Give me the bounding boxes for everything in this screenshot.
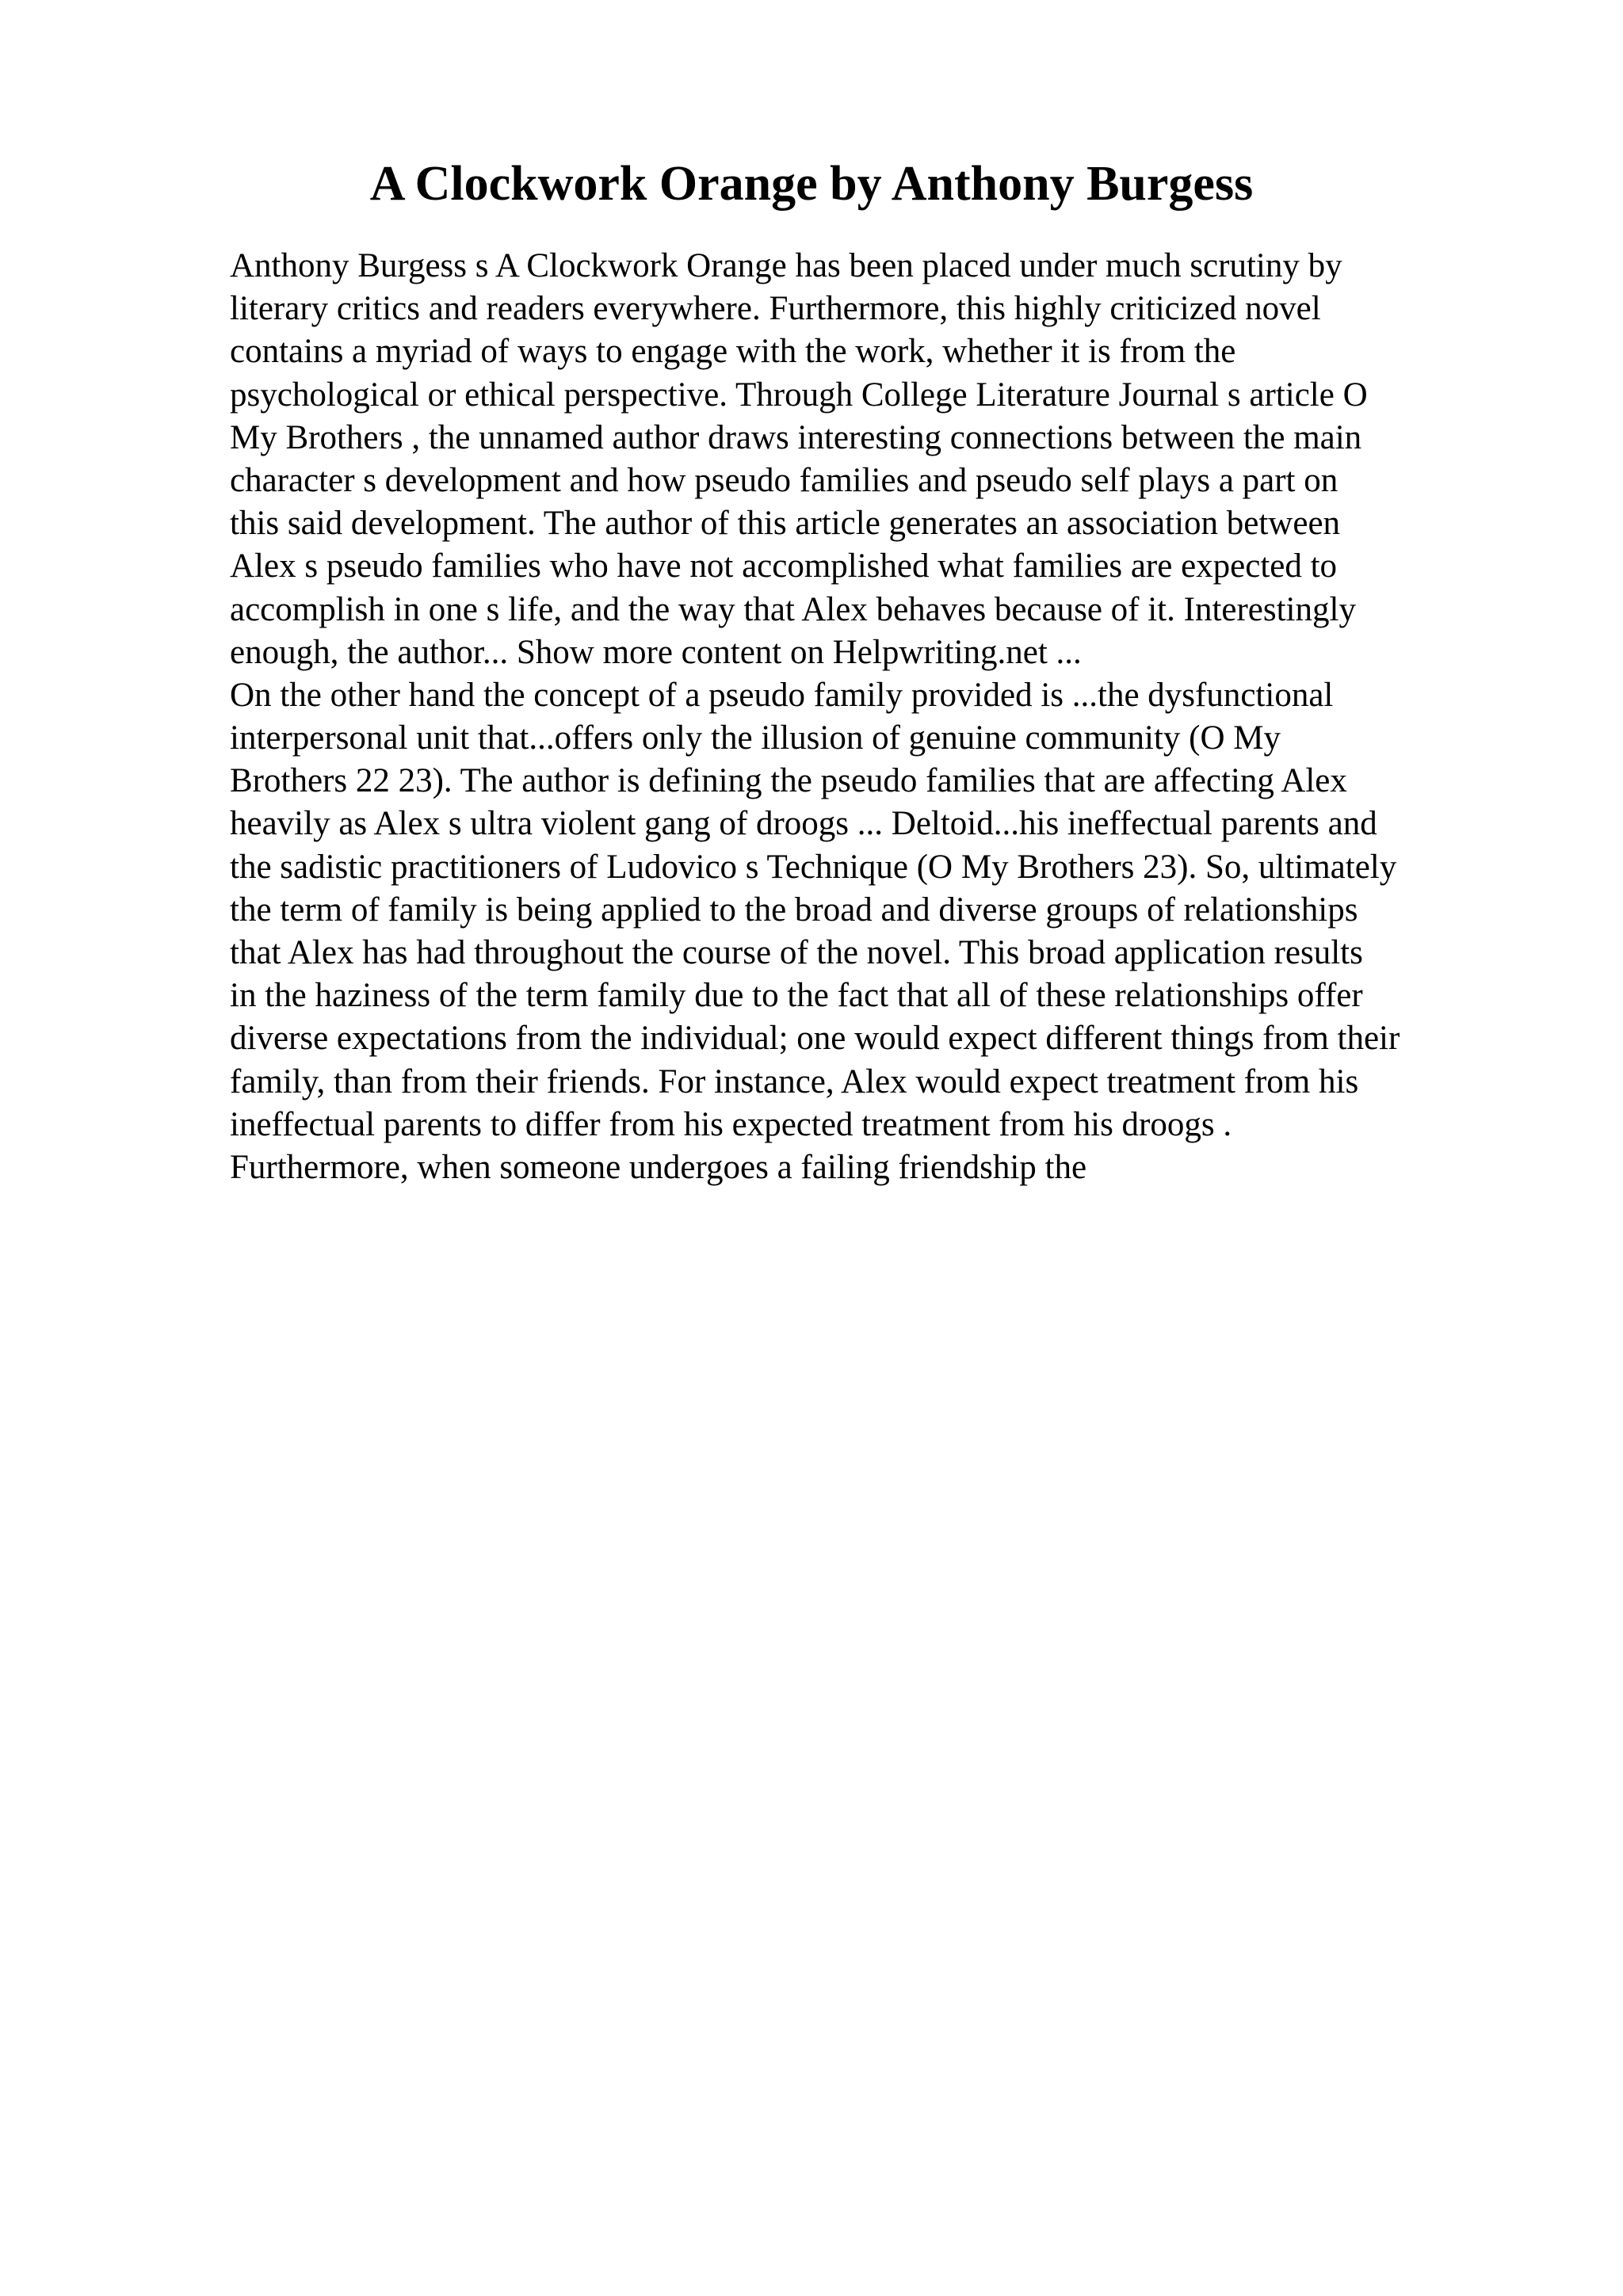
body-line: Furthermore, when someone undergoes a failing friendship the [230,1148,1087,1186]
body-line: family, than from their friends. For instance, Alex would expect treatment from his [230,1062,1359,1100]
body-line: Anthony Burgess s A Clockwork Orange has been placed under much scrutiny by [230,247,1342,284]
body-line: Alex s pseudo families who have not accomplished what families are expected to [230,547,1338,585]
body-line: diverse expectations from the individual; one would expect different things from their [230,1020,1400,1058]
body-line: heavily as Alex s ultra violent gang of droogs ... Deltoid...his ineffectual parents and [230,805,1377,843]
body-line: interpersonal unit that...offers only the illusion of genuine community (O My [230,719,1281,757]
body-line: in the haziness of the term family due to the fact that all of these relationships offer [230,977,1363,1015]
document-body [230,245,1577,1189]
body-line: the sadistic practitioners of Ludovico s Technique (O My Brothers 23). So, ultimately [230,848,1397,886]
body-line: accomplish in one s life, and the way that Alex behaves because of it. Interestingly [230,590,1356,628]
body-line: character s development and how pseudo families and pseudo self plays a part on [230,461,1338,499]
body-line: Brothers 22 23). The author is defining the pseudo families that are affecting Alex [230,762,1347,800]
body-line: this said development. The author of this article generates an association between [230,505,1341,543]
body-line: On the other hand the concept of a pseudo family provided is ...the dysfunctional [230,676,1334,714]
body-line: enough, the author... Show more content on Helpwriting.net ... [230,633,1082,671]
body-line: that Alex has had throughout the course of the novel. This broad application results [230,934,1363,971]
body-line: ineffectual parents to differ from his expected treatment from his droogs . [230,1105,1232,1143]
body-line: My Brothers , the unnamed author draws interesting connections between the main [230,418,1362,456]
body-line: psychological or ethical perspective. Through College Literature Journal s article O [230,376,1368,414]
body-line: the term of family is being applied to the broad and diverse groups of relationships [230,891,1358,929]
document-title: A Clockwork Orange by Anthony Burgess [369,157,1254,211]
body-line: contains a myriad of ways to engage with the work, whether it is from the [230,333,1236,371]
body-line: literary critics and readers everywhere. Furthermore, this highly criticized novel [230,290,1321,328]
